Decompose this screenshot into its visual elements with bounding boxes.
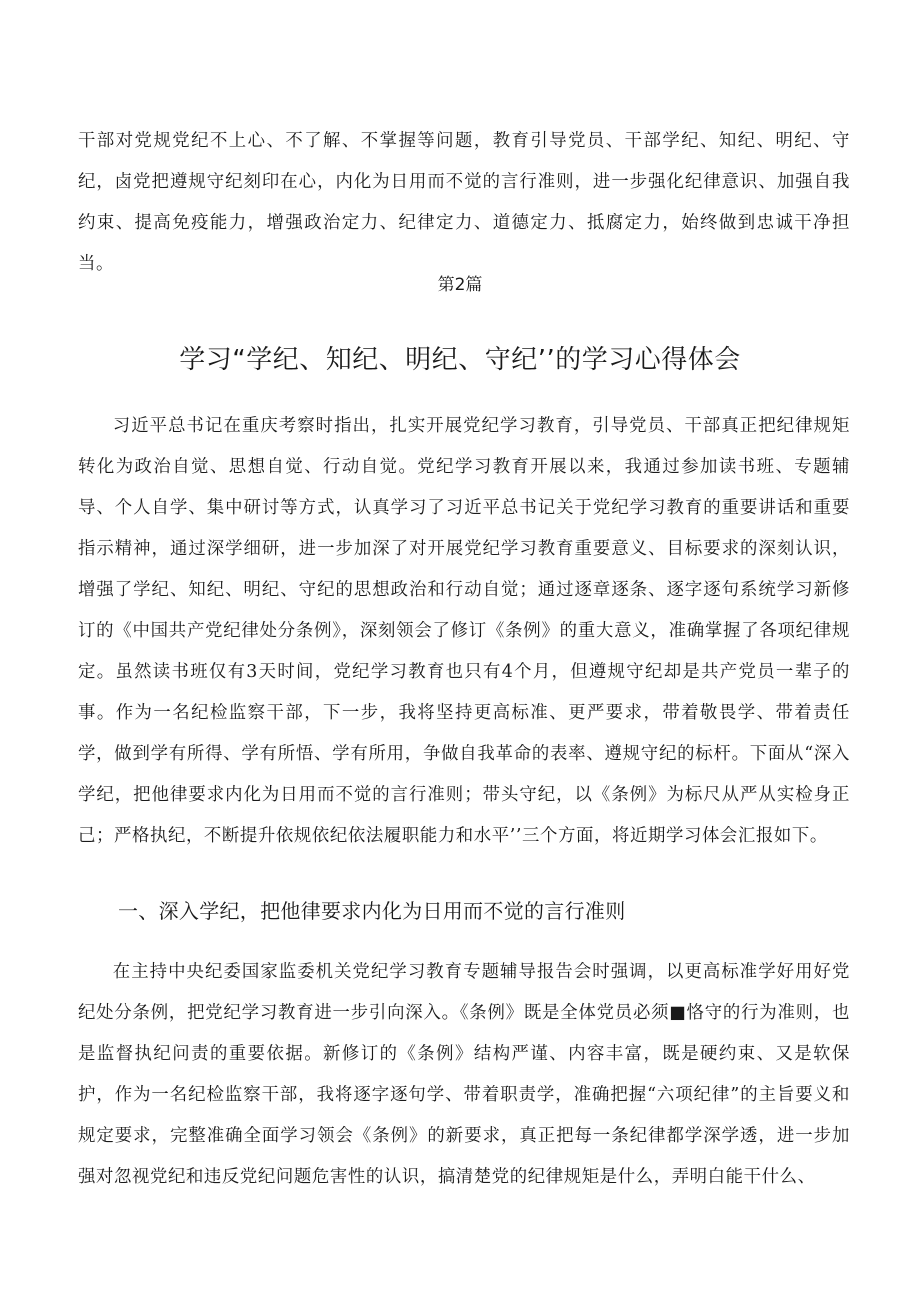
- section-label: 第2篇: [437, 275, 483, 295]
- document-title: 学习“学纪、知纪、明纪、守纪’’的学习心得体会: [179, 345, 741, 375]
- intro-paragraph: 干部对党规党纪不上心、不了解、不掌握等问题，教育引导党员、干部学纪、知纪、明纪、守纪，卤党把遵规守纪刻印在心，内化为日用而不觉的言行准则，进一步强化纪律意识、加强自我约束、提高免疫能力，增强政治定力、纪律定力、道德定力、抵腐定力，始终做到忠诚干净担当。: [78, 131, 850, 274]
- section-paragraph: 在主持中央纪委国家监委机关党纪学习教育专题辅导报告会时强调，以更高标准学好用好党纪处分条例，把党纪学习教育进一步引向深入。《条例》既是全体党员必须■恪守的行为准则，也是监督执纪问责的重要依据。新修订的《条例》结构严谨、内容丰富，既是硬约束、又是软保护，作为一名纪检监察干部，我将逐字逐句学、带着职责学，准确把握“六项纪律”的主旨要义和规定要求，完整准确全面学习领会《条例》的新要求，真正把每一条纪律都学深学透，进一步加强对忽视党纪和违反党纪问题危害性的认识，搞清楚党的纪律规矩是什么，弄明白能干什么、: [78, 962, 850, 1187]
- body-paragraph: 习近平总书记在重庆考察时指出，扎实开展党纪学习教育，引导党员、干部真正把纪律规矩转化为政治自觉、思想自觉、行动自觉。党纪学习教育开展以来，我通过参加读书班、专题辅导、个人自学、集中研讨等方式，认真学习了习近平总书记关于党纪学习教育的重要讲话和重要指示精神，通过深学细研，进一步加深了对开展党纪学习教育重要意义、目标要求的深刻认识，增强了学纪、知纪、明纪、守纪的思想政治和行动自觉；通过逐章逐条、逐字逐句系统学习新修订的《中国共产党纪律处分条例》，深刻领会了修订《条例》的重大意义，准确掌握了各项纪律规定。虽然读书班仅有3天时间，党纪学习教育也只有4个月，但遵规守纪却是共产党员一辈子的事。作为一名纪检监察干部，下一步，我将坚持更高标准、更严要求，带着敬畏学、带着责任学，做到学有所得、学有所悟、学有所用，争做自我革命的表率、遵规守纪的标杆。下面从“深入学纪，把他律要求内化为日用而不觉的言行准则；带头守纪，以《条例》为标尺从严从实检身正己；严格执纪，不断提升依规依纪依法履职能力和水平’’三个方面，将近期学习体会汇报如下。: [78, 416, 850, 846]
- section-heading: 一、深入学纪，把他律要求内化为日用而不觉的言行准则: [118, 899, 626, 923]
